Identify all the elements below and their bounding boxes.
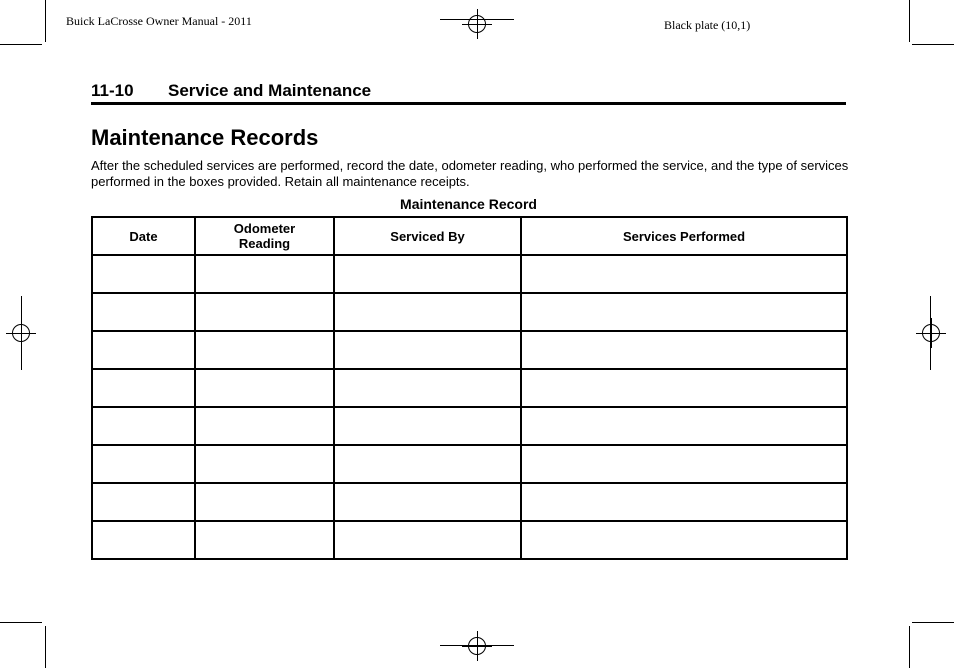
registration-mark-top-icon <box>462 9 492 39</box>
services-performed-cell <box>521 483 847 521</box>
serviced-by-cell <box>334 255 521 293</box>
maintenance-record-table <box>91 216 848 560</box>
odometer-cell <box>195 521 334 559</box>
table-row <box>92 483 847 521</box>
odometer-cell <box>195 331 334 369</box>
odometer-cell <box>195 407 334 445</box>
intro-paragraph: After the scheduled services are performed, record the date, odometer reading, who performed the service, and the type of services performed in the boxes provided. Retain all maintenance receipts. <box>91 158 849 189</box>
header-odometer-reading: Odometer Reading <box>195 217 334 255</box>
table-row <box>92 369 847 407</box>
services-performed-cell <box>521 407 847 445</box>
crop-mark-bottom-left-horizontal <box>0 622 42 623</box>
odometer-cell <box>195 293 334 331</box>
odometer-cell <box>195 255 334 293</box>
table-caption: Maintenance Record <box>400 196 537 212</box>
services-performed-cell <box>521 445 847 483</box>
date-cell <box>92 331 195 369</box>
odometer-cell <box>195 445 334 483</box>
date-cell <box>92 407 195 445</box>
crop-mark-top-left-vertical <box>45 0 46 42</box>
crop-mark-bottom-left-vertical <box>45 626 46 668</box>
table-header-row <box>92 217 847 255</box>
registration-mark-bottom-icon <box>462 631 492 661</box>
manual-slug: Buick LaCrosse Owner Manual - 2011 <box>66 14 252 28</box>
table-row <box>92 521 847 559</box>
serviced-by-cell <box>334 521 521 559</box>
serviced-by-cell <box>334 445 521 483</box>
date-cell <box>92 483 195 521</box>
crop-mark-top-right-horizontal <box>912 44 954 45</box>
serviced-by-cell <box>334 483 521 521</box>
crop-mark-top-left-horizontal <box>0 44 42 45</box>
date-cell <box>92 293 195 331</box>
date-cell <box>92 521 195 559</box>
header-services-performed: Services Performed <box>521 217 847 255</box>
odometer-cell <box>195 369 334 407</box>
section-title: Service and Maintenance <box>168 81 372 100</box>
crop-mark-top-right-vertical <box>909 0 910 42</box>
services-performed-cell <box>521 331 847 369</box>
services-performed-cell <box>521 369 847 407</box>
services-performed-cell <box>521 293 847 331</box>
section-number: 11-10 <box>91 81 134 100</box>
services-performed-cell <box>521 521 847 559</box>
header-serviced-by: Serviced By <box>334 217 521 255</box>
serviced-by-cell <box>334 293 521 331</box>
page-title: Maintenance Records <box>91 125 319 150</box>
crop-mark-bottom-right-horizontal <box>912 622 954 623</box>
crop-mark-bottom-right-vertical <box>909 626 910 668</box>
services-performed-cell <box>521 255 847 293</box>
header-date: Date <box>92 217 195 255</box>
table-row <box>92 445 847 483</box>
table-row <box>92 293 847 331</box>
date-cell <box>92 369 195 407</box>
serviced-by-cell <box>334 331 521 369</box>
serviced-by-cell <box>334 369 521 407</box>
registration-mark-left-icon <box>6 318 36 348</box>
plate-slug: Black plate (10,1) <box>664 18 751 32</box>
date-cell <box>92 255 195 293</box>
table-row <box>92 407 847 445</box>
table-row <box>92 255 847 293</box>
odometer-cell <box>195 483 334 521</box>
section-header <box>91 81 846 105</box>
serviced-by-cell <box>334 407 521 445</box>
table-row <box>92 331 847 369</box>
date-cell <box>92 445 195 483</box>
registration-mark-right-icon <box>916 318 946 348</box>
